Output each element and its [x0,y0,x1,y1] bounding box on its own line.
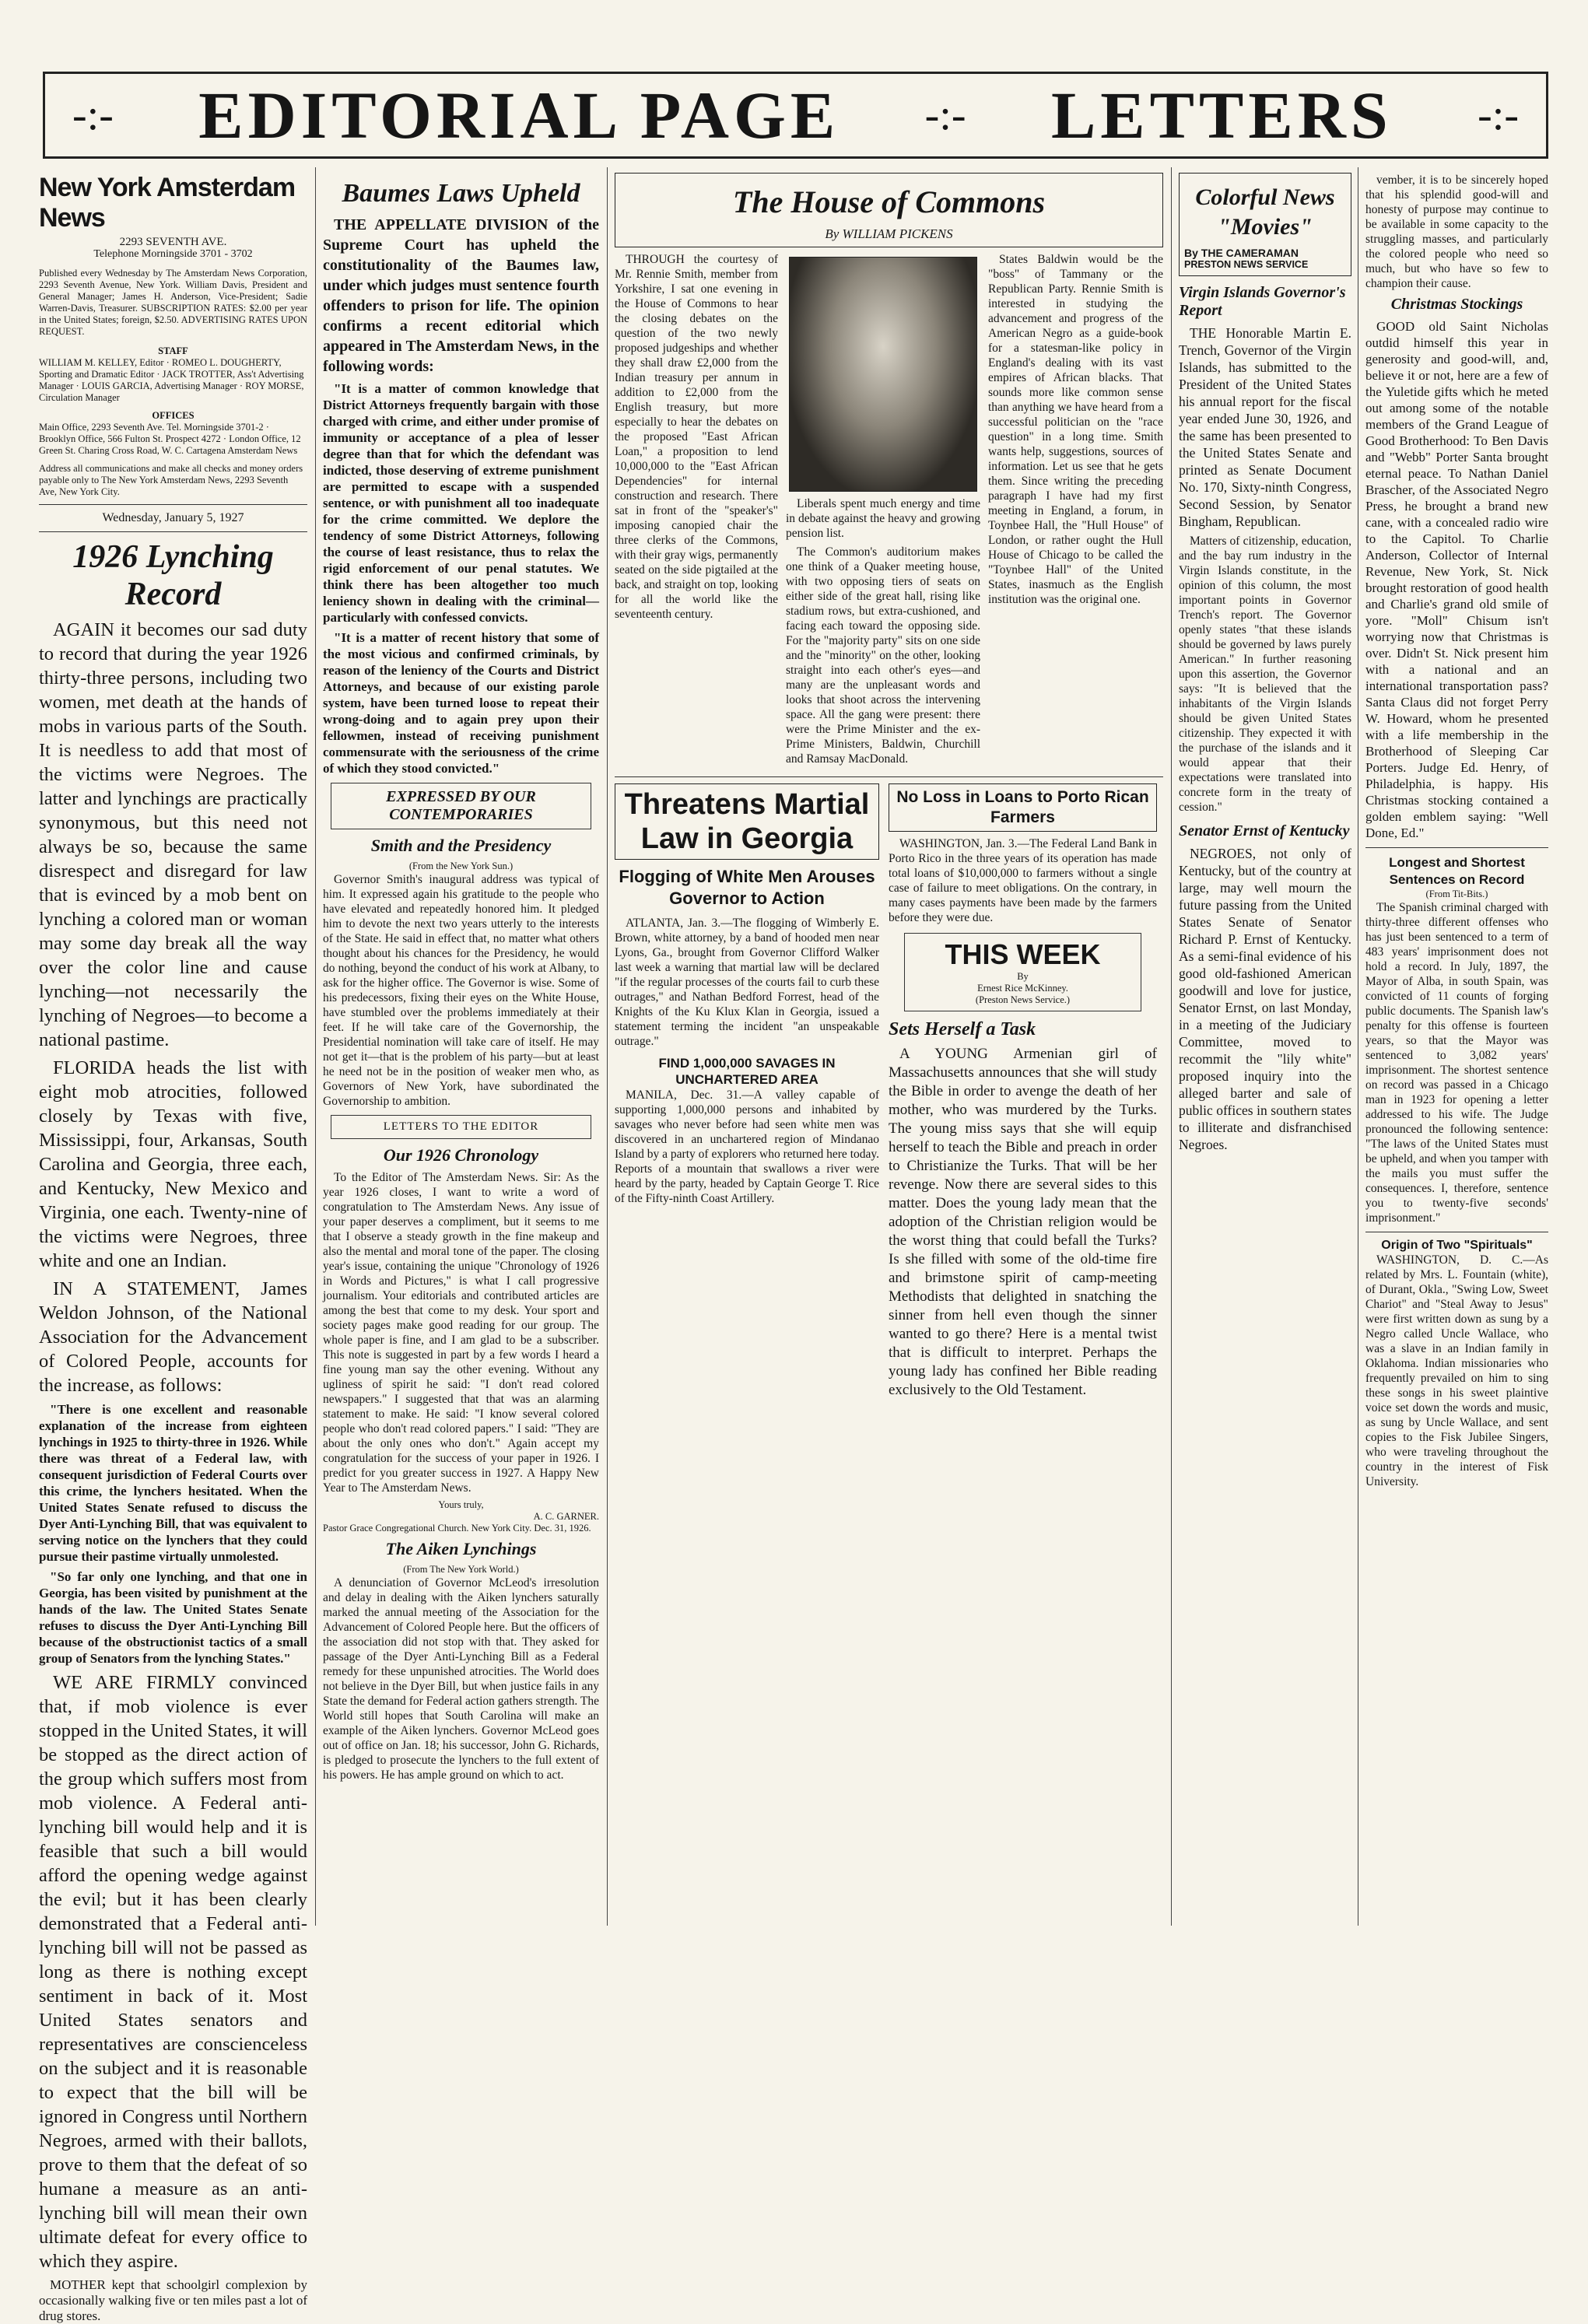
savages-title: FIND 1,000,000 SAVAGES IN UNCHARTERED AREA [658,1056,836,1087]
smith-text: Governor Smith's inaugural address was typical of him. It expressed again his gratitude to the people who have elevated and repeatedly honored him. It pledged him to devote the next two years utterly to the interests of the State. He said in effect that, no matter what others thought about his chances for the Presidency, he would do nothing, beyond the conduct of his work at Albany, to ask for the higher office. The Governor is wise. Some of his predecessors, fixing their eyes on the White House, have stumbled over the problems immediately at their feet. If he will take care of the Governorship, the Presidential nomination will take care of itself. He may not get it—that is the problem of his party—but at least he need not be in the position of weaker men who, as Governors of New York, have subordinated the Governorship to ambition. [323,873,599,1108]
divider [39,531,307,532]
this-week-title: THIS WEEK [945,938,1101,970]
chronology-sign: Yours truly, [438,1499,484,1510]
porto-rico-text: WASHINGTON, Jan. 3.—The Federal Land Bank in Porto Rico in the three years of its operation has made total loans of $10,000,000 to farmers without a single case of failure to meet obligations. On the contrary, in many cases payments have been made by the farmers before they were due. [889,837,1157,924]
lynching-record-title: 1926 Lynching Record [72,539,274,612]
virgin-islands-text: THE Honorable Martin E. Trench, Governor of the Virgin Islands, has submitted to the President of the United States his annual report for the fiscal year ended June 30, 1926, and the same has been presented to the United States Senate and printed as Senate Document No. 170, Sixty-ninth Congress, Second Session, by Senator Bingham, Republican. [1179,325,1351,529]
staff-list: WILLIAM M. KELLEY, Editor · ROMEO L. DOUGHERTY, Sporting and Dramatic Editor · JACK TROTTER, Ass't Advertising Manager · LOUIS GARCIA, Advertising Manager · ROY MORSE, Circulation Manager [39,357,304,403]
commons-text: THROUGH the courtesy of Mr. Rennie Smith, member from Yorkshire, I sat one evening in the House of Commons to hear the closing debates on the question of the two newly proposed judgeships and whether they shall draw £2,000 from the Indian treasury per annum in addition to £2,000 from the English treasury, but more especially to hear the debates on the proposed "East African Loan," a proposition to lend 10,000,000 to the "East African Dependencies" for internal construction and research. There sat in front of the "speaker's" imposing canopied chair the three clerks of the Commons, with their gray wigs, permanently seated on the side pigtailed at the back, and straight on top, looking for all the world like the seventeenth century. [615,253,778,621]
baumes-editorial: THE APPELLATE DIVISION of the Supreme Court has upheld the constitutionality of the Baumes law, under which judges must sentence fourth offenders to prison for life. The opinion confirms a recent editorial which appeared in The Amsterdam News, in the following words: [323,216,599,375]
mother-quip: MOTHER kept that schoolgirl complexion by occasionally walking five or ten miles past a lot of drug stores. [39,2277,307,2323]
photo-caption: Liberals spent much energy and time in debate against the heavy and growing pension list. [786,497,980,540]
lynching-paragraph: IN A STATEMENT, James Weldon Johnson, of the National Association for the Advancement of Colored People, accounts for the increase, as follows: [39,1278,307,1396]
aiken-source: (From The New York World.) [403,1564,519,1575]
christmas-stockings-title: Christmas Stockings [1390,296,1523,313]
house-of-commons-header [615,173,1163,247]
movies-service: PRESTON NEWS SERVICE [1184,259,1309,270]
martial-law-subtitle: Flogging of White Men Arouses Governor to Action [619,867,875,908]
longest-shortest-source: (From Tit-Bits.) [1425,889,1488,899]
divider [39,504,307,505]
house-of-commons-title: The House of Commons [732,184,1046,219]
commons-text-right: States Baldwin would be the "boss" of Tammany or the Republican Party. Rennie Smith is interested in studying the advancement and progress of the American Negro as a guide-book for a statesman-like policy in England's dealing with its vast empires of African blacks. That sounds more like common sense than anything we have heard from a successful politician on the "race question" in a long time. Smith wants help, suggestions, sources of information. Let us see that he gets them. Since writing the preceding paragraph I have had my first meeting in England, a forum, in Toynbee Hall, the "Hull House" of London, or rather ought the Hull House of Chicago to be called the "Toynbee Hall" of the United States, inasmuch as the English institution was the original one. [988,253,1163,606]
chronology-signer: A. C. GARNER. [533,1511,599,1522]
column-second [323,173,599,1923]
column-movies [1179,173,1351,1923]
chronology-title: Our 1926 Chronology [383,1145,539,1165]
chronology-text: To the Editor of The Amsterdam News. Sir: As the year 1926 closes, I want to write a word of congratulation to The Amsterdam News. Any issue of your paper deserves a compliment, but it seems to me that I observe a steady growth in the fine makeup and also the mental and moral tone of the paper. The closing year's issue, containing the unique "Chronology of 1926 in Words and Pictures," is what I call progressive journalism. Your editorials and contributed articles are among the best that come to my desk. Your sport and society pages make good reading for our group. The whole paper is fine, and I am glad to be a subscriber. This note is suggested in part by a few words I heard a fine young man say the other evening. Without any ugliness of spirit he said: "I don't read colored newspapers." I suggested that that was an alarming statement to make. He said: "I know several colored people who don't read colored papers." I said: "They are about the only ones who don't." Again accept my congratulation for the success of your paper in 1926. I predict for you greater success in 1927. A Happy New Year to The Amsterdam News. [323,1171,599,1495]
spirituals-title: Origin of Two "Spirituals" [1381,1239,1533,1252]
contemporaries-box: EXPRESSED BY OUR CONTEMPORARIES [331,783,591,829]
savages-text: MANILA, Dec. 31.—A valley capable of supporting 1,000,000 persons and inhabited by savages who never before had seen white men was discovered in an unchartered region of Mindanao Island by a party of explorers who returned here today. Reports of a mountain that swallows a river were heard by the party, headed by Captain George T. Rice of the Fifty-ninth Coast Artillery. [615,1088,879,1205]
divider [1365,847,1548,848]
banner-title-letters: LETTERS [1050,78,1393,152]
paper-name: New York Amsterdam News [39,173,296,233]
martial-law-story [615,783,879,1404]
column-right [1365,173,1548,1923]
banner-ornament-middle: -:- [924,91,966,139]
banner-title: EDITORIAL PAGE [198,78,840,152]
publisher-note: Published every Wednesday by The Amsterdam News Corporation, 2293 Seventh Avenue, New York. William Davis, President and General Manager; James H. Anderson, Vice-President; Sadie Warren-Davis, Treasurer. SUBSCRIPTION RATES: $2.00 per year in the United States; foreign, $2.50. ADVERTISING RATES UPON REQUEST. [39,268,307,337]
letters-box: LETTERS TO THE EDITOR [331,1115,591,1139]
longest-shortest-text: The Spanish criminal charged with thirty-three different offenses who has just been sentenced to a term of 483 years' imprisonment does not hold a record. In July, 1897, the Mayor of Alba, in south Spain, was convicted of 11 counts of forging public documents. The Spanish law's penalty for this offense is fourteen years, so that the Mayor was sentenced to 3,082 years' imprisonment. The shortest sentence on record was passed in a Chicago man in 1923 for opening a letter addressed to his wife. The Judge pronounced the following sentence: "The laws of the United States must be upheld, and when you tamper with the mails you must suffer the consequences. I, therefore, sentence you to twenty-five seconds' imprisonment." [1365,901,1548,1225]
movies-byline: By THE CAMERAMAN [1184,247,1299,259]
sets-herself-text: A YOUNG Armenian girl of Massachusetts announces that she will study the Bible in order to avenge the death of her mother, who was murdered by the Turks. The young miss says that she will equip herself to teach the Bible and preach in order to Christianize the Turks. That will be her revenge. Now there are several sides to this matter. Does the young lady mean that the adoption of the Christian religion would be the worst thing that could befall the Turks? Is she filled with some of the old-time fire and brimstone spirit of camp-meeting Methodists that delighted in snatching the sinner from hell even though the sinner wanted to go there? Here is a mental twist that is difficult to interpret. Perhaps the young lady has confined her Bible reading exclusively to the Old Testament. [889,1046,1157,1398]
column-left [39,173,308,2323]
spirituals-text: WASHINGTON, D. C.—As related by Mrs. L. Fountain (white), of Durant, Okla., "Swing Low, Sweet Chariot" and "Steal Away to Jesus" were first written down as sung by a Negro called Uncle Wallace, who was a slave in an Indian family in Oklahoma. Indian missionaries who frequently prevailed on him to sing these songs in his sweet plaintive voice set down the words and music, as sung by Uncle Wallace, and sent copies to the Fisk Jubilee Singers, who were traveling throughout the country in the interest of Fisk University. [1365,1253,1548,1488]
column-center [615,173,1163,1923]
address-note: Address all communications and make all checks and money orders payable only to The New York Amsterdam News, 2293 Seventh Ave, New York City. [39,463,303,497]
paper-telephone: Telephone Morningside 3701 - 3702 [93,248,253,260]
author-photo [789,257,977,492]
lower-center-stories [615,783,1163,1404]
paper-address: 2293 SEVENTH AVE. [119,236,227,248]
banner-ornament-right: -:- [1478,91,1519,139]
johnson-quote: "There is one excellent and reasonable explanation of the increase from eighteen lynchings in 1925 to thirty-three in 1926. While there was threat of a Federal law, with consequent jurisdiction of Federal Courts over this crime, the lynchers hesitated. When the United States Senate refused to discuss the Dyer Anti-Lynching Bill, that was equivalent to serving notice on the lynchers that they could pursue their pastime virtually unmolested. [39,1402,307,1564]
ernst-text: NEGROES, not only of Kentucky, but of the country at large, may well mourn the future passing from the United States Senate of Senator Richard P. Ernst of Kentucky. As a semi-final evidence of his good old-fashioned American goodwill and love for justice, Senator Ernst, on last Monday, in a meeting of the Judiciary Committee, moved to recommit the "lily white" proposed inquiry into the alleged barter and sale of public offices in southern states to illiterate and disfranchised Negroes. [1179,846,1351,1152]
martial-law-title: Threatens Martial Law in Georgia [615,783,879,860]
commons-right-column [988,252,1163,770]
virgin-islands-more: Matters of citizenship, education, and the bay rum industry in the Virgin Islands constitute, in the opinion of this column, the most important points in Governor Trench's report. The Governor openly states "that these islands should be governed by laws purely American." In further reasoning upon this assertion, the Governor says: "It is believed that the inhabitants of the Virgin Islands should be given United States citizenship. They expected it with the purchase of the islands and it would appear that their expectations were translated into concrete form in the treaty of cession." [1179,535,1351,814]
lynching-paragraph: FLORIDA heads the list with eight mob atrocities, followed closely by Texas with five, Mississippi, four, Arkansas, South Carolina and Georgia, three each, and Kentucky, New Mexico and Virginia, one each. Twenty-nine of the victims were Negroes, three white and one an Indian. [39,1057,307,1271]
column-rule [1171,167,1172,1926]
page-banner [43,72,1548,159]
house-of-commons-byline: By WILLIAM PICKENS [825,226,953,241]
this-week-author: Ernest Rice McKinney. [977,983,1068,994]
commons-left-column [615,252,778,770]
baumes-quote: "It is a matter of common knowledge that District Attorneys frequently bargain with those charged with crime, and either under promise of immunity or acceptance of a plea of lesser degree than that for which the defendant was indicted, those deserving of extreme punishment are permitted to escape with a suspended sentence, or with punishment all too inadequate for the crime committed. We deplore the tendency of some District Attorneys, following the course of least resistance, thus to relax the rigid enforcement of our penal statutes. We think there has been altogether too much leniency shown in dealing with the criminal—particularly with confessed convicts. [323,381,599,625]
baumes-title: Baumes Laws Upheld [342,179,580,208]
lynching-closing: WE ARE FIRMLY convinced that, if mob violence is ever stopped in the United States, it will be stopped as the direct action of the group which suffers most from mob violence. A Federal anti-lynching bill would help and it is feasible that such a bill would afford the opening wedge against the evil; but it has been clearly demonstrated that a Federal anti-lynching bill will not be passed as long as there is nothing except sentiment in back of it. Most United States senators and representatives are conscienceless on the subject and it is reasonable to expect that the bill will be ignored in Congress until Northern Negroes, armed with their ballots, prove to them that the defeat of so humane a measure as an anti-lynching bill will mean their own ultimate defeat for every office to which they aspire. [39,1672,308,2272]
smith-title: Smith and the Presidency [370,836,552,855]
commons-text-cont: The Common's auditorium makes one think of a Quaker meeting house, with two opposing tiers of seats on either side of the great hall, rising like stadium rows, but extra-cushioned, and facing each toward the opposing side. For the "majority party" sits on one side and the "minority" on the other, looking straight into each other's eyes—and many are the unpleasant words and looks that shoot across the intervening space. All the gang were present: there were the Prime Minister and the ex-Prime Ministers, Baldwin, Churchill and Ramsay MacDonald. [786,545,980,766]
commons-photo-column [786,252,980,770]
staff-label: STAFF [158,345,188,356]
offices-list: Main Office, 2293 Seventh Ave. Tel. Morningside 3701-2 · Brooklyn Office, 566 Fulton St. Prospect 4272 · London Office, 12 Green St. Charing Cross Road, W. C. Cartagena Amsterdam News [39,422,301,456]
longest-shortest-title: Longest and Shortest Sentences on Record [1389,855,1525,887]
virgin-islands-title: Virgin Islands Governor's Report [1179,284,1346,319]
sets-herself-title: Sets Herself a Task [889,1019,1036,1039]
this-week-service: (Preston News Service.) [975,994,1071,1005]
this-week-box [904,933,1141,1011]
previous-story-continuation: vember, it is to be sincerely hoped that his splendid good-will and honesty of purpose may continue to be available in some capacity to the struggling masses, and particularly the colored people who need so much, but who have so few to champion their cause. [1365,174,1548,290]
martial-law-text: ATLANTA, Jan. 3.—The flogging of Wimberly E. Brown, white attorney, by a band of hooded men near Lyons, Ga., brought from Governor Clifford Walker last week a warning that martial law will be declared "if the regular processes of the courts fail to curb these outrages," and Nathan Bedford Forrest, head of the Knights of the Ku Klux Klan in Georgia, issued a statement terming the incident "an unspeakable outrage." [615,917,879,1048]
christmas-stockings-text: GOOD old Saint Nicholas outdid himself this year in generosity and good-will, and, believe it or not, here are a few of the Yuletide gifts which he meted out among some of the notable members of the Grand League of Good Brotherhood: To Ben Davis and "Webb" Porter Santa brought eternal peace. To Nathan Daniel Brascher, of the Associated Negro Press, he brought a brand new cane, with a concealed radio wire to the Capitol. To Charlie Anderson, Collector of Internal Revenue, New York, St. Nick brought restoration of good health and Charlie's grand old smile of yore. "Moll" Chisum isn't worrying now that Christmas is over. Didn't St. Nick present him with a national and an international transportation pass? Santa Claus did not forget Perry W. Howard, whom he presented with a life membership in the Brotherhood of Sleeping Car Porters. Judge Ed. Henry, of Philadelphia, is happy. His Christmas stocking contained a golden emblem saying: "Well Done, Ed." [1365,319,1548,840]
aiken-title: The Aiken Lynchings [385,1539,537,1558]
issue-date: Wednesday, January 5, 1927 [102,511,244,524]
johnson-quote: "So far only one lynching, and that one in Georgia, has been visited by punishment at the hands of the law. The United States Senate refuses to discuss the Dyer Anti-Lynching Bill because of the obstructionist tactics of a small group of Senators from the lynching States." [39,1569,307,1666]
movies-title: Colorful News "Movies" [1195,184,1335,240]
column-rule [315,167,316,1926]
smith-source: (From the New York Sun.) [408,861,514,871]
this-week-by: By [1017,971,1029,982]
porto-rico-story [889,783,1157,1404]
banner-ornament-left: -:- [72,91,114,139]
column-rule [607,167,608,1926]
chronology-sign-details: Pastor Grace Congregational Church. New York City. Dec. 31, 1926. [323,1523,591,1534]
baumes-quote: "It is a matter of recent history that some of the most vicious and confirmed criminals, by reason of the leniency of the Courts and District Attorneys, and because of our existing parole system, have been turned loose to repeat their wrong-doing and to again prey upon their fellowmen, instead of receiving punishment commensurate with the seriousness of the crime of which they stood convicted." [323,630,599,776]
divider [615,776,1163,777]
aiken-text: A denunciation of Governor McLeod's irresolution and delay in dealing with the Aiken lynchers saturally marked the annual meeting of the Association for the Advancement of Colored People here. But the officers of the association did not stop with that. They asked for passage of the Dyer Anti-Lynching Bill as a Federal remedy for these unpunished atrocities. The World does not believe in the Dyer Bill, but when justice fails in any State the demand for Federal action gathers strength. The World still hopes that South Carolina will make an example of the Aiken lynchers. Governor McLeod goes out of office on Jan. 18; his successor, John G. Richards, is pledged to prosecute the lynchers to the full extent of his powers. He has ample ground on which to act. [323,1576,599,1782]
ernst-title: Senator Ernst of Kentucky [1179,822,1350,840]
movies-header [1179,173,1351,276]
house-of-commons-body [615,252,1163,770]
offices-label: OFFICES [152,410,195,421]
porto-rico-title: No Loss in Loans to Porto Rican Farmers [889,783,1157,832]
lynching-paragraph: AGAIN it becomes our sad duty to record that during the year 1926 thirty-three persons, including two women, met death at the hands of mobs in various parts of the South. It is needless to add that most of the victims were Negroes. The latter and lynchings are practically synonymous, but this need not always be so, because the same disrespect and disregard for law that is evinced by a mob bent on lynching a colored man or woman may some day break all the way over the color line and cause lynching—not necessarily the lynching of Negroes—to become a national pastime. [39,619,307,1050]
